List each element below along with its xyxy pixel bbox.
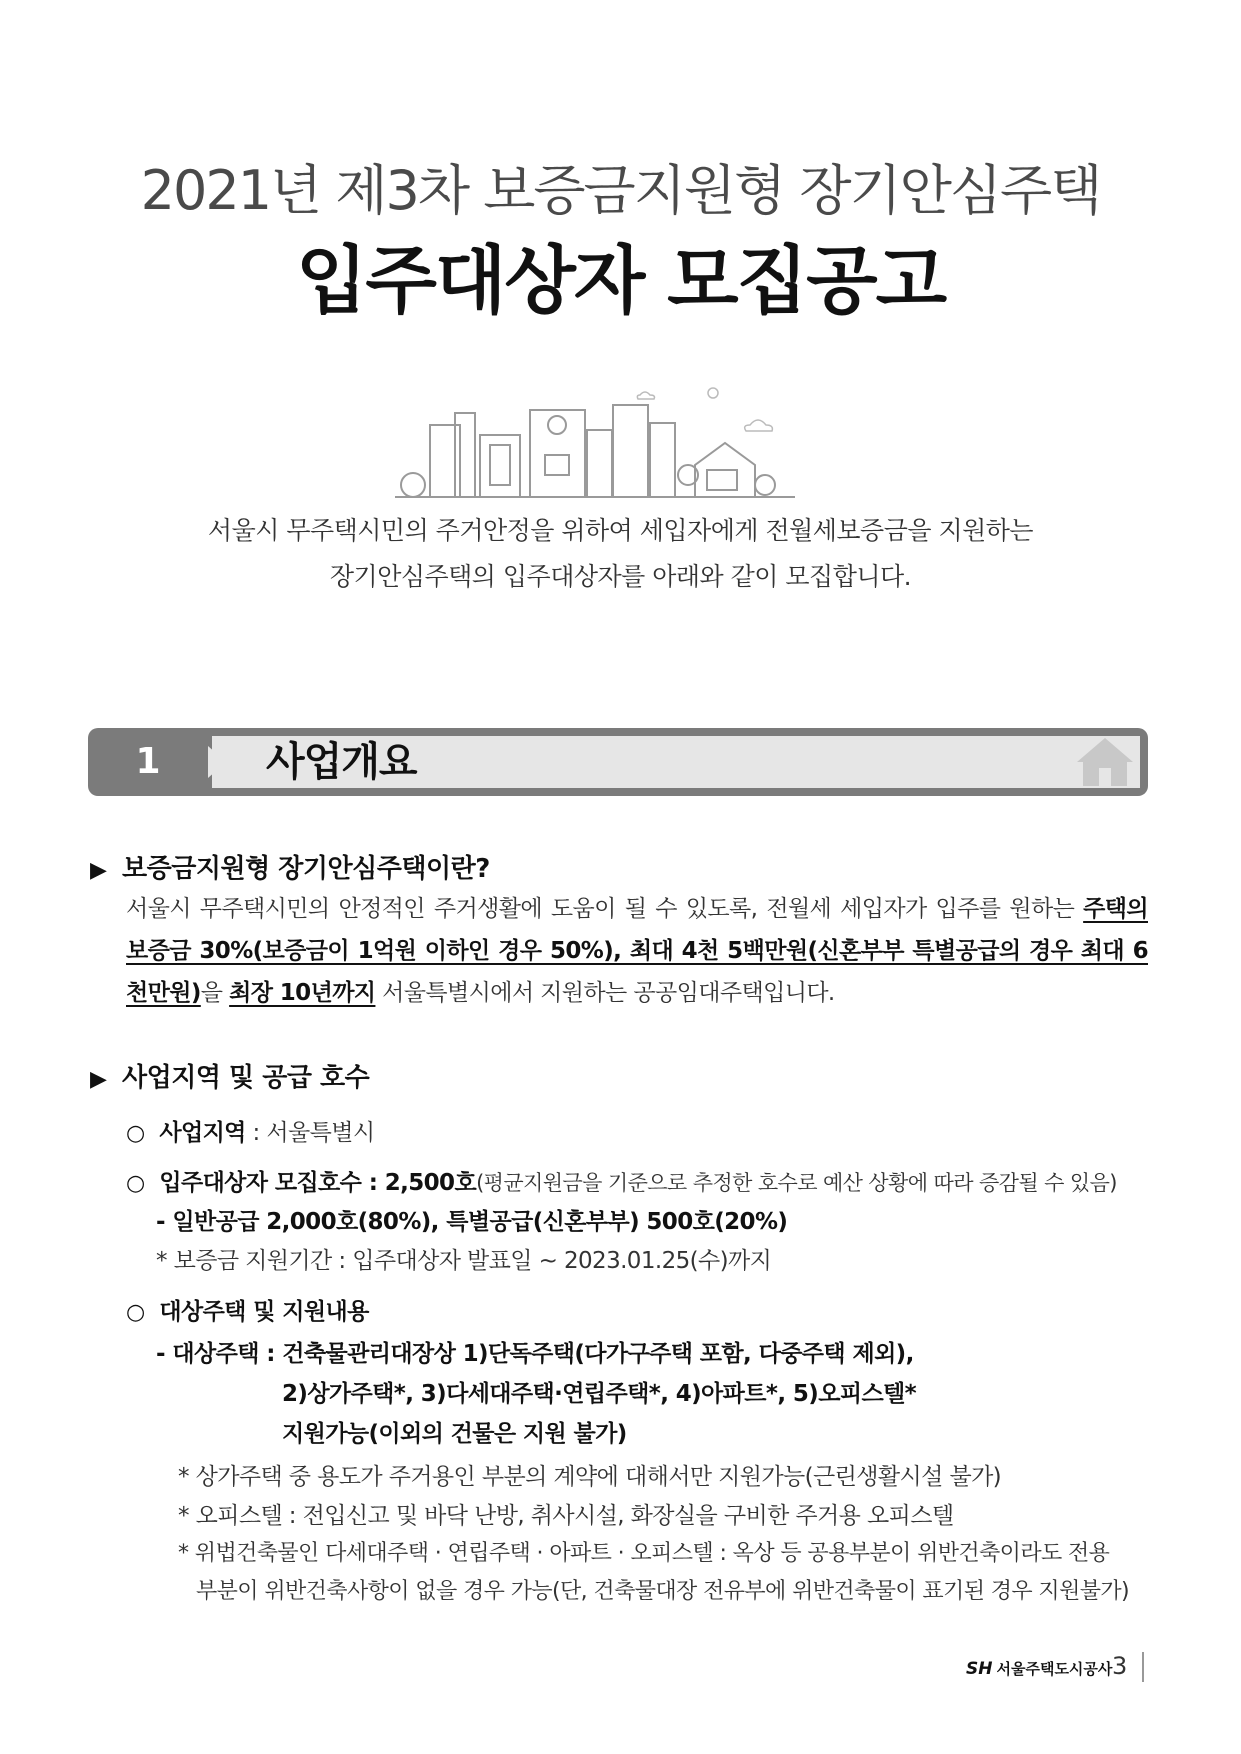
block1-emphasis-2: 최장 10년까지 (229, 980, 376, 1006)
area-label: 사업지역 (159, 1120, 246, 1146)
footer-logo-text: 서울주택도시공사 (996, 1660, 1113, 1678)
block1-text-3: 서울특별시에서 지원하는 공공임대주택입니다. (375, 980, 835, 1006)
count-label: 입주대상자 모집호수 : 2,500호 (159, 1170, 477, 1196)
intro-line-1: 서울시 무주택시민의 주거안정을 위하여 세입자에게 전월세보증금을 지원하는 (207, 516, 1034, 545)
target-label: 대상주택 및 지원내용 (159, 1299, 369, 1325)
target-line-2-text: 2)상가주택*, 3)다세대주택·연립주택*, 4)아파트*, 5)오피스텔* (282, 1381, 917, 1407)
city-illustration (395, 385, 795, 505)
section-arrow-icon (208, 746, 226, 778)
circle-bullet-icon: ○ (126, 1171, 145, 1196)
section-title: 사업개요 (266, 739, 417, 785)
circle-bullet-icon: ○ (126, 1121, 145, 1146)
page-divider (1142, 1652, 1144, 1682)
block2-heading: 사업지역 및 공급 호수 (122, 1063, 370, 1093)
target-line-3 (282, 1415, 627, 1448)
circle-bullet-icon: ○ (126, 1300, 145, 1325)
house-icon (1075, 736, 1135, 788)
sh-logo-mark: SH (966, 1659, 993, 1679)
block2-heading-row (90, 1057, 369, 1094)
page-number: 3 (1112, 1652, 1128, 1680)
triangle-bullet-icon: ▶ (90, 858, 107, 883)
section-number: 1 (135, 741, 161, 782)
triangle-bullet-icon: ▶ (90, 1067, 107, 1092)
note-2: * 오피스텔 : 전입신고 및 바닥 난방, 취사시설, 화장실을 구비한 주거용 오피스텔 (178, 1503, 954, 1529)
target-line-1-text: - 대상주택 : 건축물관리대장상 1)단독주택(다가구주택 포함, 다중주택 제외), (156, 1341, 914, 1367)
block1-paragraph (126, 888, 1148, 1014)
title-line-2: 입주대상자 모집공고 (295, 238, 946, 324)
count-detail (156, 1203, 787, 1236)
count-row (126, 1164, 1117, 1197)
target-row (126, 1293, 369, 1326)
block1-text-1: 서울시 무주택시민의 안정적인 주거생활에 도움이 될 수 있도록, 전월세 세입자가 입주를 원하는 (126, 896, 1084, 922)
intro-text (0, 508, 1241, 600)
note-1: * 상가주택 중 용도가 주거용인 부분의 계약에 대해서만 지원가능(근린생활시설 불가) (178, 1464, 1002, 1490)
note-3b: 부분이 위반건축사항이 없을 경우 가능(단, 건축물대장 전유부에 위반건축물이 표기된 경우 지원불가) (196, 1579, 1130, 1604)
note-3a: * 위법건축물인 다세대주택 · 연립주택 · 아파트 · 오피스텔 : 옥상 등 공용부분이 위반건축이라도 전용 (178, 1541, 1110, 1566)
count-note: (평균지원금을 기준으로 추정한 호수로 예산 상황에 따라 증감될 수 있음) (476, 1171, 1117, 1195)
target-line-3-text: 지원가능(이외의 건물은 지원 불가) (282, 1421, 627, 1447)
area-row (126, 1114, 374, 1147)
area-value: : 서울특별시 (245, 1120, 375, 1146)
support-period: * 보증금 지원기간 : 입주대상자 발표일 ~ 2023.01.25(수)까지 (156, 1248, 772, 1274)
intro-line-2: 장기안심주택의 입주대상자를 아래와 같이 모집합니다. (329, 562, 912, 591)
footer-logo (966, 1658, 1112, 1679)
block1-heading: 보증금지원형 장기안심주택이란? (122, 854, 490, 884)
block1-emphasis-1: 주택의 보증금 30%(보증금이 1억원 이하인 경우 50%), 최대 4천 5백만원(신혼부부 특별공급의 경우 최대 6천만원) (126, 896, 1148, 1006)
count-detail-text: - 일반공급 2,000호(80%), 특별공급(신혼부부) 500호(20%) (156, 1209, 788, 1235)
target-line-1 (156, 1335, 914, 1368)
block1-heading-row (90, 848, 490, 885)
target-line-2 (282, 1375, 916, 1408)
block1-text-2: 을 (200, 980, 230, 1006)
title-line-1: 2021년 제3차 보증금지원형 장기안심주택 (140, 159, 1101, 222)
